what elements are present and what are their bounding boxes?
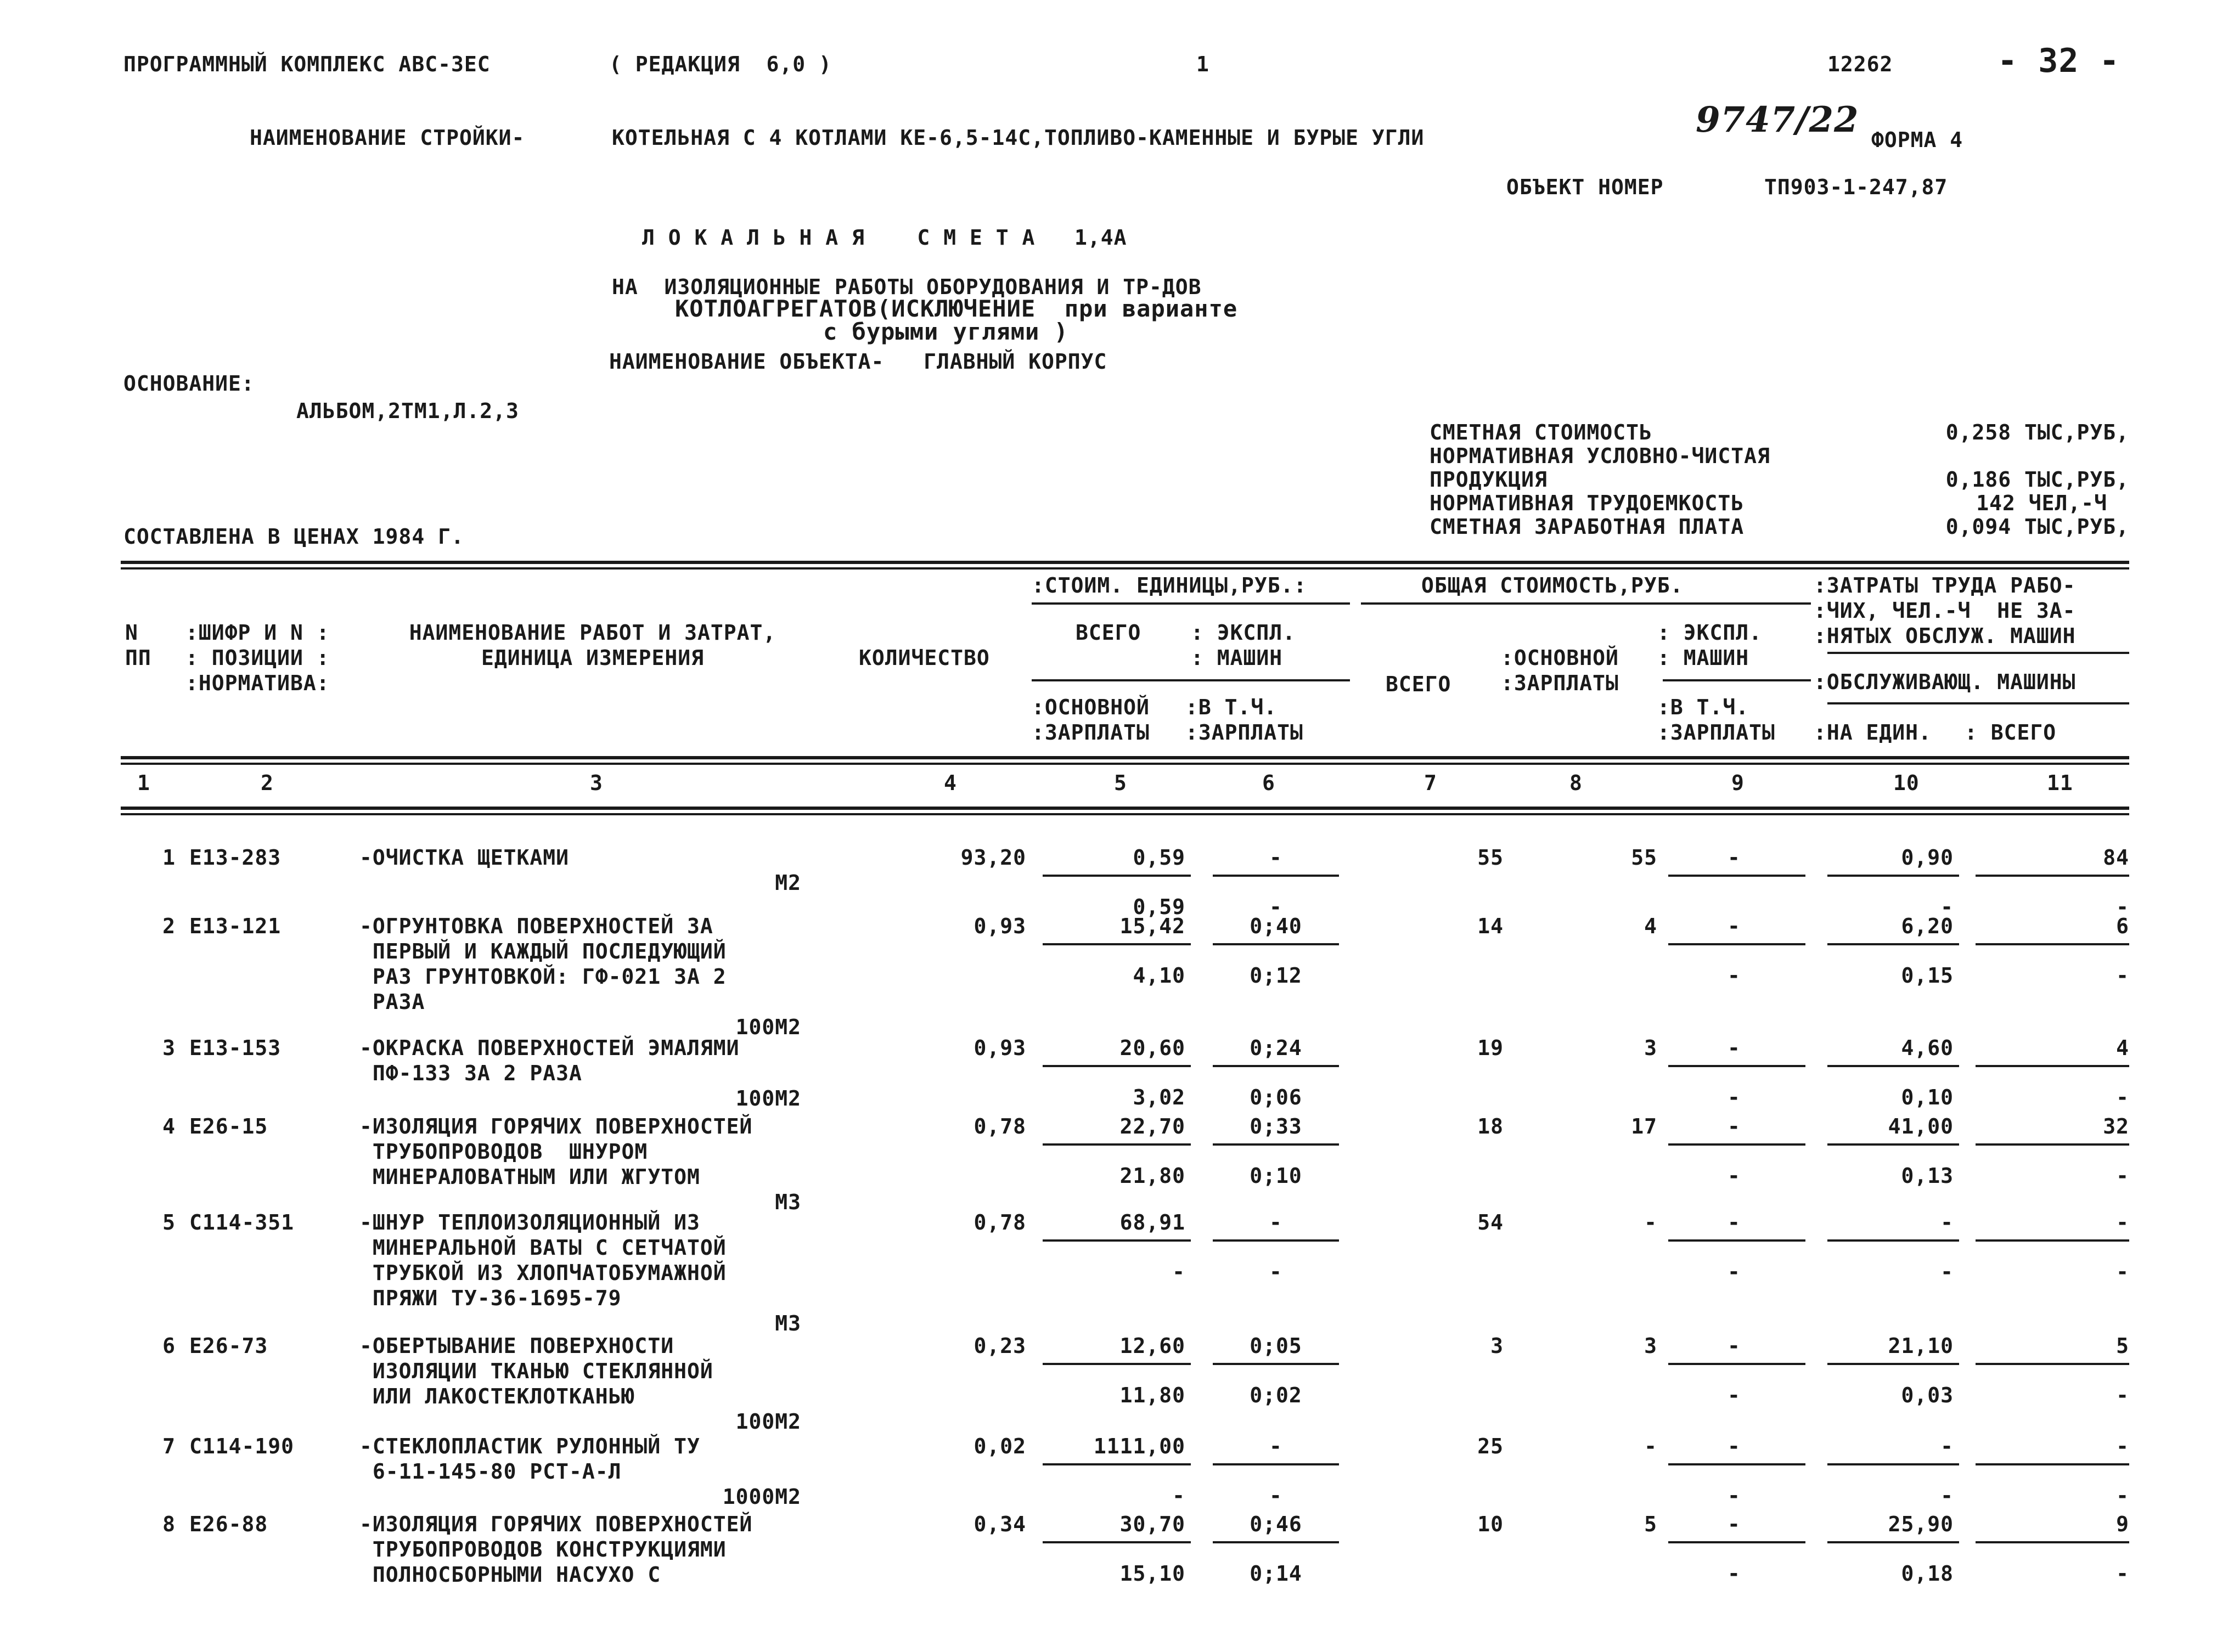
cell-divider bbox=[1213, 1541, 1339, 1543]
cell-divider bbox=[1213, 875, 1339, 877]
col-number: 10 bbox=[1893, 771, 1920, 795]
stroyka-value: КОТЕЛЬНАЯ С 4 КОТЛАМИ КЕ-6,5-14С,ТОПЛИВО-КАМЕННЫЕ И БУРЫЕ УГЛИ bbox=[612, 126, 1425, 150]
row-total-cost: 54 bbox=[1477, 1210, 1504, 1234]
col-5-header-top: ВСЕГО bbox=[1076, 621, 1141, 645]
row-labor-total: - bbox=[2116, 1434, 2129, 1458]
row-unit: М2 bbox=[775, 871, 801, 895]
col-9-header-bottom: :В Т.Ч. :ЗАРПЛАТЫ bbox=[1657, 695, 1775, 745]
basis-label: ОСНОВАНИЕ: bbox=[123, 371, 255, 396]
cell-divider bbox=[1043, 1363, 1191, 1365]
row-labor-per-unit: - bbox=[1940, 1434, 1954, 1458]
col-number: 1 bbox=[137, 771, 150, 795]
row-labor-total-machines: - bbox=[2116, 1085, 2129, 1109]
row-quantity: 0,23 bbox=[974, 1334, 1026, 1358]
row-unit-cost-machines: - bbox=[1269, 1434, 1282, 1458]
cell-divider bbox=[1976, 1065, 2129, 1067]
estimate-subject-line1: НА ИЗОЛЯЦИОННЫЕ РАБОТЫ ОБОРУДОВАНИЯ И ТР-ДОВ bbox=[612, 275, 1202, 299]
col-number: 2 bbox=[261, 771, 274, 795]
cell-divider bbox=[1976, 1541, 2129, 1543]
cell-divider bbox=[1976, 875, 2129, 877]
row-labor-total-machines: - bbox=[2116, 1383, 2129, 1407]
row-labor-total-machines: - bbox=[2116, 1260, 2129, 1284]
col-3-header: НАИМЕНОВАНИЕ РАБОТ И ЗАТРАТ, ЕДИНИЦА ИЗМЕРЕНИЯ bbox=[409, 621, 776, 670]
row-unit-cost-machines: 0;24 bbox=[1250, 1036, 1302, 1060]
row-labor-per-unit: 21,10 bbox=[1888, 1334, 1954, 1358]
price-base: СОСТАВЛЕНА В ЦЕНАХ 1984 Г. bbox=[123, 525, 464, 549]
row-unit-cost-total: 20,60 bbox=[1119, 1036, 1185, 1060]
cell-divider bbox=[1976, 1143, 2129, 1146]
cell-divider bbox=[1213, 943, 1339, 945]
row-unit: М3 bbox=[775, 1311, 801, 1335]
row-unit-cost-machine-wage: 0;10 bbox=[1250, 1164, 1302, 1188]
col-8-header: :ОСНОВНОЙ :ЗАРПЛАТЫ bbox=[1501, 646, 1619, 695]
cell-divider bbox=[1827, 875, 1959, 877]
cell-divider bbox=[1827, 1143, 1959, 1146]
cell-divider bbox=[1827, 1363, 1959, 1365]
row-total-machines: - bbox=[1728, 1512, 1741, 1536]
row-number: 3 bbox=[162, 1036, 176, 1060]
handwritten-number: 9747/22 bbox=[1696, 99, 1859, 140]
row-unit-cost-total: 15,42 bbox=[1119, 914, 1185, 938]
col-2-header: :ШИФР И N : : ПОЗИЦИИ : :НОРМАТИВА: bbox=[185, 621, 330, 695]
col-7-header: ВСЕГО bbox=[1386, 672, 1451, 696]
table-top-rule bbox=[121, 561, 2129, 564]
row-total-machine-wage: - bbox=[1728, 1561, 1741, 1586]
row-unit-cost-machines: 0;33 bbox=[1250, 1114, 1302, 1138]
row-quantity: 0,93 bbox=[974, 914, 1026, 938]
row-number: 1 bbox=[162, 845, 176, 870]
row-labor-per-unit: 0,90 bbox=[1901, 845, 1954, 870]
row-labor-per-unit-machines: - bbox=[1940, 1484, 1954, 1508]
row-unit-cost-machine-wage: 0;14 bbox=[1250, 1561, 1302, 1586]
row-labor-total-machines: - bbox=[2116, 963, 2129, 988]
row-unit: 100М2 bbox=[735, 1015, 801, 1039]
row-labor-total: 32 bbox=[2103, 1114, 2129, 1138]
summary-wage-label: СМЕТНАЯ ЗАРАБОТНАЯ ПЛАТА bbox=[1430, 515, 1745, 539]
row-total-wage: 3 bbox=[1644, 1334, 1657, 1358]
row-unit: М3 bbox=[775, 1190, 801, 1214]
row-unit-cost-machines: 0;40 bbox=[1250, 914, 1302, 938]
cell-divider bbox=[1976, 943, 2129, 945]
row-code: Е13-121 bbox=[189, 914, 282, 938]
row-labor-per-unit-machines: 0,18 bbox=[1901, 1561, 1954, 1586]
row-total-machines: - bbox=[1728, 1114, 1741, 1138]
row-unit-cost-machine-wage: - bbox=[1269, 1484, 1282, 1508]
row-unit-cost-machines: 0;05 bbox=[1250, 1334, 1302, 1358]
row-unit-cost-total: 0,59 bbox=[1133, 845, 1185, 870]
row-total-machines: - bbox=[1728, 1434, 1741, 1458]
row-unit-cost-machine-wage: - bbox=[1269, 895, 1282, 919]
row-work-name: -ИЗОЛЯЦИЯ ГОРЯЧИХ ПОВЕРХНОСТЕЙ ТРУБОПРОВОДОВ ШНУРОМ МИНЕРАЛОВАТНЫМ ИЛИ ЖГУТОМ bbox=[359, 1114, 753, 1189]
row-quantity: 0,34 bbox=[974, 1512, 1026, 1536]
cell-divider bbox=[1043, 875, 1191, 877]
summary-net-label: НОРМАТИВНАЯ УСЛОВНО-ЧИСТАЯ bbox=[1430, 444, 1770, 468]
row-unit: 100М2 bbox=[735, 1409, 801, 1434]
col-5-header-bottom: :ОСНОВНОЙ :ЗАРПЛАТЫ bbox=[1032, 695, 1150, 745]
row-unit: 1000М2 bbox=[722, 1485, 801, 1509]
row-total-wage: 55 bbox=[1631, 845, 1657, 870]
row-unit-cost-machine-wage: 0;02 bbox=[1250, 1383, 1302, 1407]
row-unit-cost-wage: 3,02 bbox=[1133, 1085, 1185, 1109]
summary-wage-value: 0,094 ТЫС,РУБ, bbox=[1945, 515, 2129, 539]
labor-subheader: :ОБСЛУЖИВАЮЩ. МАШИНЫ bbox=[1814, 670, 2076, 694]
row-code: Е26-15 bbox=[189, 1114, 268, 1138]
page-number: 1 bbox=[1196, 52, 1209, 76]
row-unit-cost-wage: 0,59 bbox=[1133, 895, 1185, 919]
row-number: 6 bbox=[162, 1334, 176, 1358]
cell-divider bbox=[1043, 1065, 1191, 1067]
row-total-machine-wage: - bbox=[1728, 1484, 1741, 1508]
row-work-name: -ШНУР ТЕПЛОИЗОЛЯЦИОННЫЙ ИЗ МИНЕРАЛЬНОЙ ВАТЫ С СЕТЧАТОЙ ТРУБКОЙ ИЗ ХЛОПЧАТОБУМАЖНОЙ ПРЯЖИ ТУ-36-1695-79 bbox=[359, 1210, 727, 1310]
row-unit: 100М2 bbox=[735, 1086, 801, 1110]
row-total-cost: 18 bbox=[1477, 1114, 1504, 1138]
row-labor-per-unit-machines: 0,10 bbox=[1901, 1085, 1954, 1109]
cell-divider bbox=[1668, 875, 1805, 877]
col-6-header-bottom: :В Т.Ч. :ЗАРПЛАТЫ bbox=[1185, 695, 1303, 745]
cell-divider bbox=[1043, 1463, 1191, 1465]
row-labor-per-unit: 4,60 bbox=[1901, 1036, 1954, 1060]
col-number: 7 bbox=[1424, 771, 1437, 795]
summary-cost-value: 0,258 ТЫС,РУБ, bbox=[1945, 420, 2129, 444]
row-total-wage: - bbox=[1644, 1434, 1657, 1458]
row-total-cost: 10 bbox=[1477, 1512, 1504, 1536]
document-code: 12262 bbox=[1827, 52, 1893, 76]
cell-divider bbox=[1213, 1143, 1339, 1146]
row-unit-cost-total: 12,60 bbox=[1119, 1334, 1185, 1358]
estimate-subject-line3: с бурыми углями ) bbox=[823, 318, 1068, 345]
row-total-cost: 19 bbox=[1477, 1036, 1504, 1060]
row-total-machines: - bbox=[1728, 845, 1741, 870]
row-unit-cost-wage: 4,10 bbox=[1133, 963, 1185, 988]
unit-cost-header: :СТОИМ. ЕДИНИЦЫ,РУБ.: bbox=[1032, 573, 1307, 597]
forma-label: ФОРМА 4 bbox=[1871, 128, 1963, 152]
row-unit-cost-total: 68,91 bbox=[1119, 1210, 1185, 1234]
row-unit-cost-machines: 0;46 bbox=[1250, 1512, 1302, 1536]
labor-header: :ЗАТРАТЫ ТРУДА РАБО- :ЧИХ, ЧЕЛ.-Ч НЕ ЗА- :НЯТЫХ ОБСЛУЖ. МАШИН bbox=[1814, 573, 2076, 648]
row-labor-per-unit: 6,20 bbox=[1901, 914, 1954, 938]
cell-divider bbox=[1827, 1239, 1959, 1242]
cell-divider bbox=[1827, 1065, 1959, 1067]
program-name: ПРОГРАММНЫЙ КОМПЛЕКС АВС-3ЕС bbox=[123, 52, 491, 76]
cell-divider bbox=[1043, 1541, 1191, 1543]
col-number: 9 bbox=[1731, 771, 1745, 795]
sheet-number: - 32 - bbox=[1997, 42, 2120, 80]
row-labor-total-machines: - bbox=[2116, 1561, 2129, 1586]
summary-product-value: 0,186 ТЫС,РУБ, bbox=[1945, 467, 2129, 492]
row-labor-total: 84 bbox=[2103, 845, 2129, 870]
row-total-machine-wage: - bbox=[1728, 1164, 1741, 1188]
cell-divider bbox=[1976, 1463, 2129, 1465]
col-9-header-top: : ЭКСПЛ. : МАШИН bbox=[1657, 621, 1763, 670]
object-number-value: ТП903-1-247,87 bbox=[1764, 175, 1948, 199]
row-labor-per-unit-machines: - bbox=[1940, 895, 1954, 919]
row-labor-total: 4 bbox=[2116, 1036, 2129, 1060]
row-total-cost: 25 bbox=[1477, 1434, 1504, 1458]
row-work-name: -ОКРАСКА ПОВЕРХНОСТЕЙ ЭМАЛЯМИ ПФ-133 ЗА 2 РАЗА bbox=[359, 1036, 740, 1085]
row-quantity: 0,78 bbox=[974, 1114, 1026, 1138]
row-number: 7 bbox=[162, 1434, 176, 1458]
row-code: Е13-283 bbox=[189, 845, 282, 870]
col-number: 3 bbox=[590, 771, 603, 795]
row-quantity: 93,20 bbox=[960, 845, 1026, 870]
cell-divider bbox=[1976, 1363, 2129, 1365]
summary-labor-value: 142 ЧЕЛ,-Ч bbox=[1976, 491, 2107, 515]
row-unit-cost-machine-wage: 0;06 bbox=[1250, 1085, 1302, 1109]
col-number: 4 bbox=[944, 771, 957, 795]
row-quantity: 0,93 bbox=[974, 1036, 1026, 1060]
estimate-subject-line2: КОТЛОАГРЕГАТОВ(ИСКЛЮЧЕНИЕ при варианте bbox=[675, 295, 1238, 322]
cell-divider bbox=[1668, 1239, 1805, 1242]
basis-value: АЛЬБОМ,2ТМ1,Л.2,3 bbox=[296, 399, 519, 423]
row-work-name: -ОБЕРТЫВАНИЕ ПОВЕРХНОСТИ ИЗОЛЯЦИИ ТКАНЬЮ СТЕКЛЯННОЙ ИЛИ ЛАКОСТЕКЛОТКАНЬЮ bbox=[359, 1334, 713, 1408]
row-code: Е13-153 bbox=[189, 1036, 282, 1060]
cell-divider bbox=[1213, 1239, 1339, 1242]
row-labor-per-unit-machines: 0,15 bbox=[1901, 963, 1954, 988]
cell-divider bbox=[1976, 1239, 2129, 1242]
cell-divider bbox=[1668, 1065, 1805, 1067]
row-labor-per-unit-machines: 0,13 bbox=[1901, 1164, 1954, 1188]
row-code: Е26-73 bbox=[189, 1334, 268, 1358]
cell-divider bbox=[1213, 1463, 1339, 1465]
row-labor-total-machines: - bbox=[2116, 1484, 2129, 1508]
col-number: 6 bbox=[1262, 771, 1275, 795]
row-total-cost: 14 bbox=[1477, 914, 1504, 938]
row-labor-per-unit: - bbox=[1940, 1210, 1954, 1234]
cell-divider bbox=[1827, 1463, 1959, 1465]
col-4-header: КОЛИЧЕСТВО bbox=[859, 646, 990, 670]
row-quantity: 0,02 bbox=[974, 1434, 1026, 1458]
row-total-machines: - bbox=[1728, 1210, 1741, 1234]
row-code: С114-351 bbox=[189, 1210, 295, 1234]
row-total-machine-wage: - bbox=[1728, 963, 1741, 988]
row-total-wage: - bbox=[1644, 1210, 1657, 1234]
cell-divider bbox=[1668, 1363, 1805, 1365]
row-unit-cost-machine-wage: 0;12 bbox=[1250, 963, 1302, 988]
row-total-wage: 5 bbox=[1644, 1512, 1657, 1536]
row-unit-cost-wage: 21,80 bbox=[1119, 1164, 1185, 1188]
row-number: 5 bbox=[162, 1210, 176, 1234]
cell-divider bbox=[1043, 1143, 1191, 1146]
row-total-cost: 3 bbox=[1490, 1334, 1504, 1358]
row-labor-total: 6 bbox=[2116, 914, 2129, 938]
row-labor-total: 9 bbox=[2116, 1512, 2129, 1536]
row-quantity: 0,78 bbox=[974, 1210, 1026, 1234]
row-work-name: -ОЧИСТКА ЩЕТКАМИ bbox=[359, 845, 570, 870]
cell-divider bbox=[1827, 1541, 1959, 1543]
row-labor-total: - bbox=[2116, 1210, 2129, 1234]
col-1-header: N ПП bbox=[125, 621, 151, 670]
row-unit-cost-machines: - bbox=[1269, 1210, 1282, 1234]
row-unit-cost-machines: - bbox=[1269, 845, 1282, 870]
summary-product-label: ПРОДУКЦИЯ bbox=[1430, 467, 1548, 492]
cell-divider bbox=[1668, 1143, 1805, 1146]
row-unit-cost-wage: 11,80 bbox=[1119, 1383, 1185, 1407]
cell-divider bbox=[1827, 943, 1959, 945]
row-labor-per-unit: 25,90 bbox=[1888, 1512, 1954, 1536]
cell-divider bbox=[1213, 1065, 1339, 1067]
row-total-wage: 17 bbox=[1631, 1114, 1657, 1138]
cell-divider bbox=[1213, 1363, 1339, 1365]
col-6-header-top: : ЭКСПЛ. : МАШИН bbox=[1191, 621, 1296, 670]
summary-labor-label: НОРМАТИВНАЯ ТРУДОЕМКОСТЬ bbox=[1430, 491, 1745, 515]
col-number: 11 bbox=[2047, 771, 2073, 795]
row-labor-per-unit: 41,00 bbox=[1888, 1114, 1954, 1138]
row-labor-total-machines: - bbox=[2116, 1164, 2129, 1188]
row-total-machine-wage: - bbox=[1728, 1260, 1741, 1284]
row-labor-per-unit-machines: 0,03 bbox=[1901, 1383, 1954, 1407]
row-work-name: -СТЕКЛОПЛАСТИК РУЛОННЫЙ ТУ 6-11-145-80 РСТ-А-Л bbox=[359, 1434, 700, 1484]
row-total-machines: - bbox=[1728, 1036, 1741, 1060]
row-total-cost: 55 bbox=[1477, 845, 1504, 870]
row-total-machine-wage: - bbox=[1728, 1383, 1741, 1407]
row-work-name: -ОГРУНТОВКА ПОВЕРХНОСТЕЙ ЗА ПЕРВЫЙ И КАЖДЫЙ ПОСЛЕДУЮЩИЙ РАЗ ГРУНТОВКОЙ: ГФ-021 ЗА 2 РАЗА bbox=[359, 914, 727, 1014]
row-number: 2 bbox=[162, 914, 176, 938]
object-number-label: ОБЪЕКТ НОМЕР bbox=[1506, 175, 1664, 199]
row-work-name: -ИЗОЛЯЦИЯ ГОРЯЧИХ ПОВЕРХНОСТЕЙ ТРУБОПРОВОДОВ КОНСТРУКЦИЯМИ ПОЛНОСБОРНЫМИ НАСУХО С bbox=[359, 1512, 753, 1587]
row-number: 8 bbox=[162, 1512, 176, 1536]
row-code: Е26-88 bbox=[189, 1512, 268, 1536]
estimate-title: Л О К А Л Ь Н А Я С М Е Т А 1,4А bbox=[642, 225, 1127, 250]
cell-divider bbox=[1043, 943, 1191, 945]
cell-divider bbox=[1668, 1541, 1805, 1543]
row-unit-cost-wage: - bbox=[1172, 1484, 1185, 1508]
row-unit-cost-wage: 15,10 bbox=[1119, 1561, 1185, 1586]
row-total-machines: - bbox=[1728, 914, 1741, 938]
cell-divider bbox=[1668, 1463, 1805, 1465]
row-number: 4 bbox=[162, 1114, 176, 1138]
cell-divider bbox=[1043, 1239, 1191, 1242]
row-unit-cost-total: 30,70 bbox=[1119, 1512, 1185, 1536]
row-total-machines: - bbox=[1728, 1334, 1741, 1358]
col-number: 8 bbox=[1569, 771, 1583, 795]
total-cost-header: ОБЩАЯ СТОИМОСТЬ,РУБ. bbox=[1421, 573, 1684, 597]
row-unit-cost-total: 22,70 bbox=[1119, 1114, 1185, 1138]
col-11-header: : ВСЕГО bbox=[1965, 720, 2057, 745]
row-unit-cost-machine-wage: - bbox=[1269, 1260, 1282, 1284]
row-labor-total-machines: - bbox=[2116, 895, 2129, 919]
cell-divider bbox=[1668, 943, 1805, 945]
row-total-machine-wage: - bbox=[1728, 1085, 1741, 1109]
row-labor-per-unit-machines: - bbox=[1940, 1260, 1954, 1284]
row-unit-cost-total: 1111,00 bbox=[1093, 1434, 1185, 1458]
row-labor-total: 5 bbox=[2116, 1334, 2129, 1358]
summary-cost-label: СМЕТНАЯ СТОИМОСТЬ bbox=[1430, 420, 1652, 444]
col-number: 5 bbox=[1114, 771, 1127, 795]
col-10-header: :НА ЕДИН. bbox=[1814, 720, 1932, 745]
row-total-wage: 4 bbox=[1644, 914, 1657, 938]
stroyka-label: НАИМЕНОВАНИЕ СТРОЙКИ- bbox=[250, 126, 525, 150]
object-name: НАИМЕНОВАНИЕ ОБЪЕКТА- ГЛАВНЫЙ КОРПУС bbox=[609, 349, 1107, 374]
row-code: С114-190 bbox=[189, 1434, 295, 1458]
row-total-wage: 3 bbox=[1644, 1036, 1657, 1060]
row-unit-cost-wage: - bbox=[1172, 1260, 1185, 1284]
program-edition: ( РЕДАКЦИЯ 6,0 ) bbox=[609, 52, 832, 76]
